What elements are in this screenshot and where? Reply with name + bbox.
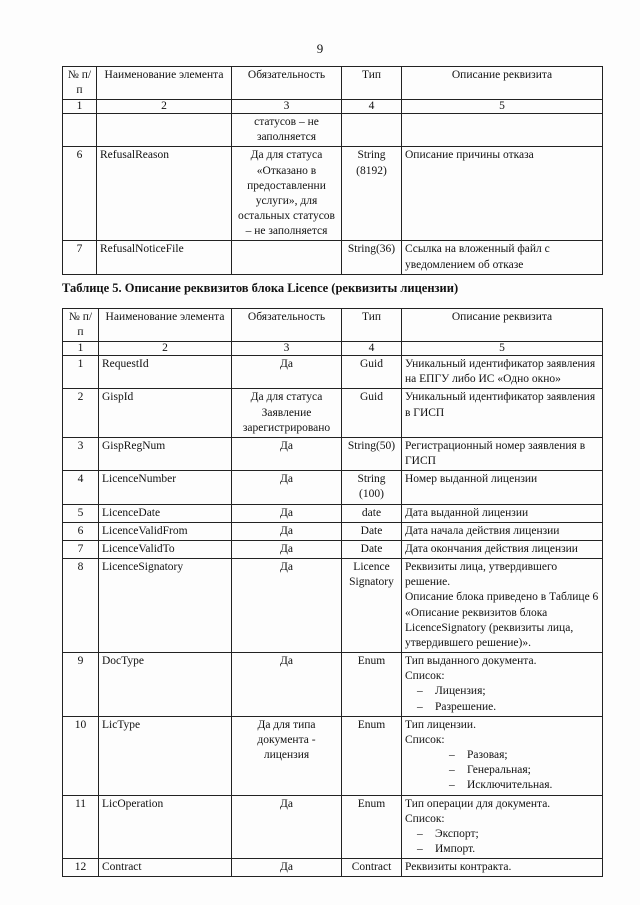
enum-list xyxy=(405,684,599,714)
row-num: 12 xyxy=(63,859,99,877)
row-num: 5 xyxy=(63,504,99,522)
row-type: String(36) xyxy=(342,241,402,274)
row-name: LicenceValidFrom xyxy=(99,522,232,540)
table-row xyxy=(63,437,603,470)
row-name: RefusalReason xyxy=(97,147,232,241)
requisites-table-continued xyxy=(62,66,603,275)
row-type: String (8192) xyxy=(342,147,402,241)
col-number: 1 xyxy=(63,100,97,114)
row-description: Номер выданной лицензии xyxy=(402,471,603,504)
row-type: Enum xyxy=(342,795,402,859)
table-row xyxy=(63,471,603,504)
row-required: Да xyxy=(232,653,342,717)
col-number: 3 xyxy=(232,100,342,114)
row-description xyxy=(402,113,603,146)
table-row xyxy=(63,716,603,795)
row-name: GispId xyxy=(99,389,232,438)
row-num: 4 xyxy=(63,471,99,504)
table-row xyxy=(63,504,603,522)
row-num: 11 xyxy=(63,795,99,859)
table-row xyxy=(63,795,603,859)
row-required: Да для типа документа - лицензия xyxy=(232,716,342,795)
header-type: Тип xyxy=(342,309,402,342)
list-item: – Экспорт; xyxy=(405,827,599,842)
row-description xyxy=(402,559,603,653)
row-type: String (100) xyxy=(342,471,402,504)
table-header-row xyxy=(63,309,603,342)
row-required: Да xyxy=(232,795,342,859)
column-number-row xyxy=(63,100,603,114)
row-name: RequestId xyxy=(99,355,232,388)
list-label: Список: xyxy=(405,670,445,683)
row-type: Date xyxy=(342,540,402,558)
row-name xyxy=(97,113,232,146)
row-required: Да xyxy=(232,504,342,522)
list-item: – Импорт. xyxy=(405,842,599,857)
row-required: Да xyxy=(232,859,342,877)
header-required: Обязательность xyxy=(232,67,342,100)
row-required: Да для статуса «Отказано в предоставленни услуги», для остальных статусов – не заполняется xyxy=(232,147,342,241)
table-row xyxy=(63,559,603,653)
row-name: LicenceDate xyxy=(99,504,232,522)
header-name: Наименование элемента xyxy=(99,309,232,342)
row-name: DocType xyxy=(99,653,232,717)
list-item: – Лицензия; xyxy=(405,684,599,699)
list-item: – Генеральная; xyxy=(405,763,599,778)
row-name: LicOperation xyxy=(99,795,232,859)
row-required: Да xyxy=(232,540,342,558)
table-header-row xyxy=(63,67,603,100)
header-type: Тип xyxy=(342,67,402,100)
row-description: Регистрационный номер заявления в ГИСП xyxy=(402,437,603,470)
header-name: Наименование элемента xyxy=(97,67,232,100)
row-type: Contract xyxy=(342,859,402,877)
col-number: 5 xyxy=(402,100,603,114)
row-num: 6 xyxy=(63,522,99,540)
enum-list xyxy=(405,827,599,857)
table-row xyxy=(63,653,603,717)
row-num: 2 xyxy=(63,389,99,438)
col-number: 2 xyxy=(99,342,232,356)
table-caption: Таблице 5. Описание реквизитов блока Licence (реквизиты лицензии) xyxy=(62,281,459,295)
row-description: Реквизиты контракта. xyxy=(402,859,603,877)
header-description: Описание реквизита xyxy=(402,309,603,342)
row-required: Да xyxy=(232,355,342,388)
row-description: Дата выданной лицензии xyxy=(402,504,603,522)
row-type: Licence Signatory xyxy=(342,559,402,653)
col-number: 5 xyxy=(402,342,603,356)
header-description: Описание реквизита xyxy=(402,67,603,100)
row-num: 7 xyxy=(63,540,99,558)
list-label: Список: xyxy=(405,733,445,746)
row-description: Дата начала действия лицензии xyxy=(402,522,603,540)
row-required: Да xyxy=(232,471,342,504)
row-type: Date xyxy=(342,522,402,540)
row-required xyxy=(232,241,342,274)
row-num xyxy=(63,113,97,146)
row-description: Уникальный идентификатор заявления на ЕПГУ либо ИС «Одно окно» xyxy=(402,355,603,388)
row-required: Да для статуса Заявление зарегистрировано xyxy=(232,389,342,438)
row-type: Enum xyxy=(342,653,402,717)
header-num: № п/п xyxy=(63,67,97,100)
column-number-row xyxy=(63,342,603,356)
table-row xyxy=(63,241,603,274)
row-required: Да xyxy=(232,522,342,540)
row-description xyxy=(402,716,603,795)
row-description xyxy=(402,653,603,717)
row-description-text: Тип лицензии. xyxy=(405,718,476,731)
row-description: Описание причины отказа xyxy=(402,147,603,241)
row-description: Дата окончания действия лицензии xyxy=(402,540,603,558)
licence-requisites-table xyxy=(62,308,603,877)
row-name: LicType xyxy=(99,716,232,795)
list-item: – Разовая; xyxy=(405,748,599,763)
row-description xyxy=(402,795,603,859)
table-row xyxy=(63,522,603,540)
row-num: 7 xyxy=(63,241,97,274)
header-required: Обязательность xyxy=(232,309,342,342)
row-description-extra: Описание блока приведено в Таблице 6 «Описание реквизитов блока LicenceSignatory (реквизиты лица, утвердившего решение)». xyxy=(405,591,599,649)
row-description-text: Реквизиты лица, утвердившего решение. xyxy=(405,561,558,589)
row-num: 10 xyxy=(63,716,99,795)
row-name: LicenceSignatory xyxy=(99,559,232,653)
row-description-text: Тип выданного документа. xyxy=(405,655,537,668)
row-description: Ссылка на вложенный файл с уведомлением об отказе xyxy=(402,241,603,274)
row-name: Contract xyxy=(99,859,232,877)
list-label: Список: xyxy=(405,812,445,825)
row-type: date xyxy=(342,504,402,522)
row-num: 8 xyxy=(63,559,99,653)
row-description-text: Тип операции для документа. xyxy=(405,797,551,810)
page-number: 9 xyxy=(316,41,324,56)
row-num: 6 xyxy=(63,147,97,241)
header-num: № п/п xyxy=(63,309,99,342)
table-row xyxy=(63,540,603,558)
col-number: 4 xyxy=(342,342,402,356)
row-type: Enum xyxy=(342,716,402,795)
col-number: 1 xyxy=(63,342,99,356)
enum-list xyxy=(405,748,599,794)
table-row xyxy=(63,355,603,388)
col-number: 2 xyxy=(97,100,232,114)
row-required: Да xyxy=(232,559,342,653)
row-required: Да xyxy=(232,437,342,470)
row-type: String(50) xyxy=(342,437,402,470)
row-name: LicenceNumber xyxy=(99,471,232,504)
table-row xyxy=(63,147,603,241)
list-item: – Разрешение. xyxy=(405,700,599,715)
row-num: 1 xyxy=(63,355,99,388)
row-type xyxy=(342,113,402,146)
table-row xyxy=(63,389,603,438)
row-num: 9 xyxy=(63,653,99,717)
row-num: 3 xyxy=(63,437,99,470)
row-description: Уникальный идентификатор заявления в ГИСП xyxy=(402,389,603,438)
row-name: RefusalNoticeFile xyxy=(97,241,232,274)
row-name: GispRegNum xyxy=(99,437,232,470)
list-item: – Исключительная. xyxy=(405,778,599,793)
row-type: Guid xyxy=(342,355,402,388)
table-row xyxy=(63,859,603,877)
row-required: статусов – не заполняется xyxy=(232,113,342,146)
col-number: 3 xyxy=(232,342,342,356)
row-type: Guid xyxy=(342,389,402,438)
row-name: LicenceValidTo xyxy=(99,540,232,558)
table-row xyxy=(63,113,603,146)
col-number: 4 xyxy=(342,100,402,114)
